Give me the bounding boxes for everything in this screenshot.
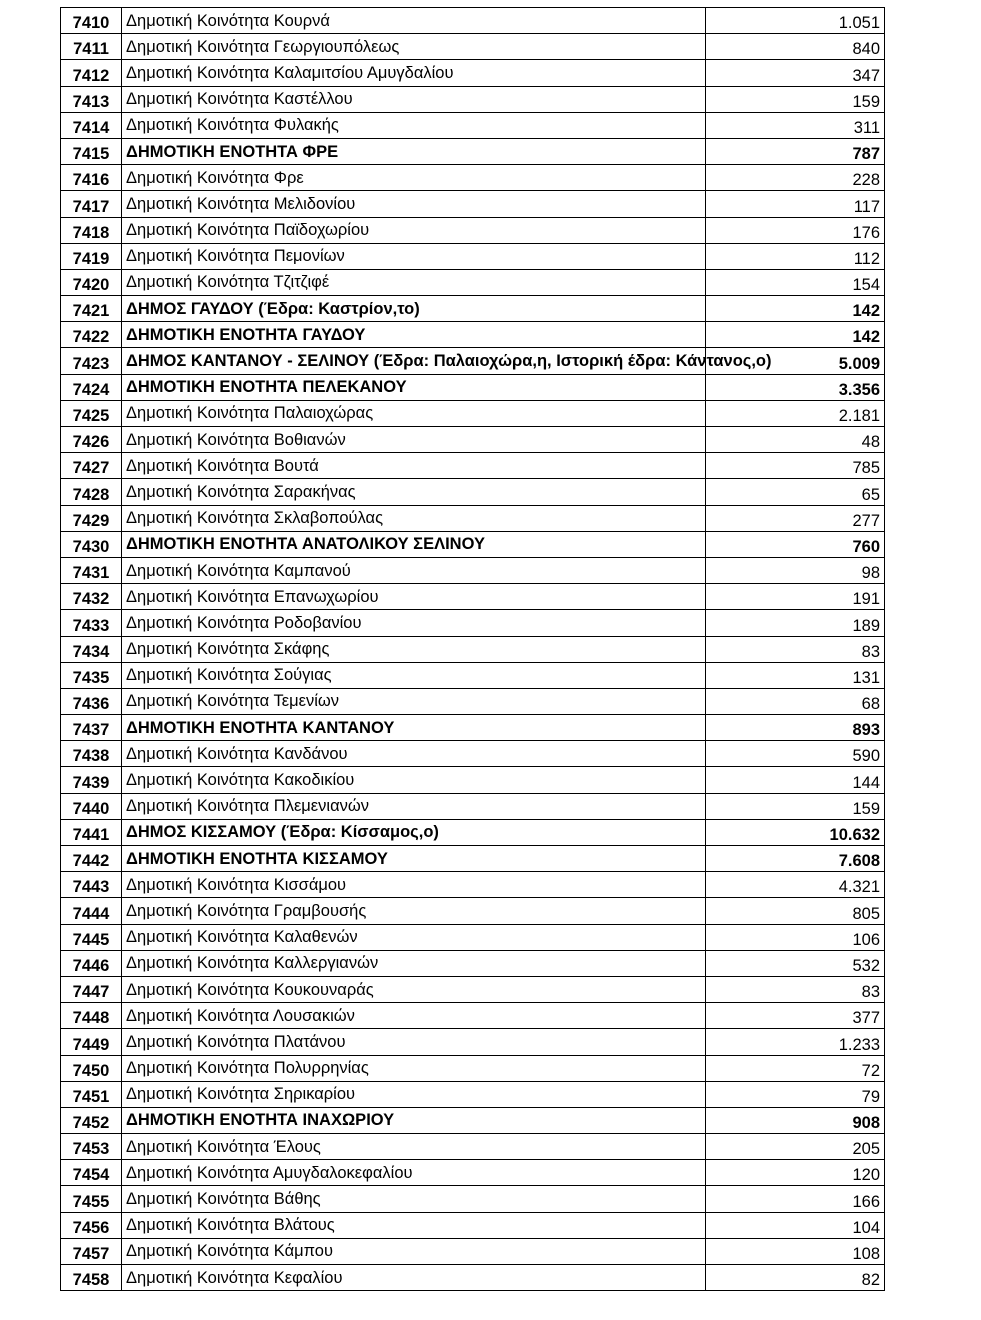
population-cell: 3.356 bbox=[706, 374, 885, 400]
population-cell: 142 bbox=[706, 296, 885, 322]
population-cell: 131 bbox=[706, 662, 885, 688]
population-cell: 154 bbox=[706, 269, 885, 295]
code-cell: 7430 bbox=[61, 531, 122, 557]
population-cell: 83 bbox=[706, 976, 885, 1002]
code-cell: 7448 bbox=[61, 1003, 122, 1029]
name-cell: ΔΗΜΟΣ ΚΙΣΣΑΜΟΥ (Έδρα: Κίσσαμος,ο) bbox=[122, 819, 706, 845]
code-cell: 7418 bbox=[61, 217, 122, 243]
population-cell: 2.181 bbox=[706, 400, 885, 426]
name-cell: ΔΗΜΟΤΙΚΗ ΕΝΟΤΗΤΑ ΓΑΥΔΟΥ bbox=[122, 322, 706, 348]
table-row bbox=[61, 1212, 885, 1238]
name-cell: Δημοτική Κοινότητα Βλάτους bbox=[122, 1212, 706, 1238]
code-cell: 7453 bbox=[61, 1134, 122, 1160]
name-cell: Δημοτική Κοινότητα Ροδοβανίου bbox=[122, 610, 706, 636]
name-cell: ΔΗΜΟΣ ΚΑΝΤΑΝΟΥ - ΣΕΛΙΝΟΥ (Έδρα: Παλαιοχώρα,η, Ιστορική έδρα: Κάντανος,ο) bbox=[122, 348, 706, 374]
name-cell: Δημοτική Κοινότητα Κακοδικίου bbox=[122, 767, 706, 793]
table-row bbox=[61, 60, 885, 86]
name-cell: Δημοτική Κοινότητα Γραμβουσής bbox=[122, 898, 706, 924]
population-cell: 760 bbox=[706, 531, 885, 557]
name-cell: Δημοτική Κοινότητα Κάμπου bbox=[122, 1238, 706, 1264]
code-cell: 7443 bbox=[61, 872, 122, 898]
census-table-body bbox=[61, 8, 885, 1291]
name-cell: ΔΗΜΟΤΙΚΗ ΕΝΟΤΗΤΑ ΠΕΛΕΚΑΝΟΥ bbox=[122, 374, 706, 400]
code-cell: 7431 bbox=[61, 557, 122, 583]
population-cell: 144 bbox=[706, 767, 885, 793]
table-row bbox=[61, 453, 885, 479]
census-table bbox=[60, 7, 885, 1291]
table-row bbox=[61, 610, 885, 636]
population-cell: 189 bbox=[706, 610, 885, 636]
code-cell: 7412 bbox=[61, 60, 122, 86]
code-cell: 7458 bbox=[61, 1265, 122, 1291]
table-row bbox=[61, 1134, 885, 1160]
code-cell: 7428 bbox=[61, 479, 122, 505]
population-cell: 48 bbox=[706, 427, 885, 453]
code-cell: 7424 bbox=[61, 374, 122, 400]
name-cell: Δημοτική Κοινότητα Πολυρρηνίας bbox=[122, 1055, 706, 1081]
table-row bbox=[61, 427, 885, 453]
population-cell: 805 bbox=[706, 898, 885, 924]
code-cell: 7432 bbox=[61, 584, 122, 610]
population-cell: 787 bbox=[706, 138, 885, 164]
name-cell: ΔΗΜΟΤΙΚΗ ΕΝΟΤΗΤΑ ΦΡΕ bbox=[122, 138, 706, 164]
name-cell: Δημοτική Κοινότητα Κισσάμου bbox=[122, 872, 706, 898]
table-row bbox=[61, 872, 885, 898]
code-cell: 7444 bbox=[61, 898, 122, 924]
code-cell: 7416 bbox=[61, 165, 122, 191]
code-cell: 7427 bbox=[61, 453, 122, 479]
population-cell: 176 bbox=[706, 217, 885, 243]
table-row bbox=[61, 165, 885, 191]
name-cell: Δημοτική Κοινότητα Αμυγδαλοκεφαλίου bbox=[122, 1160, 706, 1186]
name-cell: Δημοτική Κοινότητα Καλαθενών bbox=[122, 924, 706, 950]
code-cell: 7450 bbox=[61, 1055, 122, 1081]
name-cell: Δημοτική Κοινότητα Καστέλλου bbox=[122, 86, 706, 112]
code-cell: 7454 bbox=[61, 1160, 122, 1186]
population-cell: 108 bbox=[706, 1238, 885, 1264]
table-row bbox=[61, 1107, 885, 1133]
name-cell: Δημοτική Κοινότητα Φυλακής bbox=[122, 112, 706, 138]
table-row bbox=[61, 269, 885, 295]
table-row bbox=[61, 348, 885, 374]
population-cell: 893 bbox=[706, 715, 885, 741]
name-cell: ΔΗΜΟΤΙΚΗ ΕΝΟΤΗΤΑ ΚΙΣΣΑΜΟΥ bbox=[122, 846, 706, 872]
population-cell: 785 bbox=[706, 453, 885, 479]
table-row bbox=[61, 688, 885, 714]
name-cell: Δημοτική Κοινότητα Βοθιανών bbox=[122, 427, 706, 453]
code-cell: 7440 bbox=[61, 793, 122, 819]
code-cell: 7410 bbox=[61, 8, 122, 34]
code-cell: 7414 bbox=[61, 112, 122, 138]
population-cell: 377 bbox=[706, 1003, 885, 1029]
table-row bbox=[61, 846, 885, 872]
code-cell: 7419 bbox=[61, 243, 122, 269]
population-cell: 5.009 bbox=[706, 348, 885, 374]
population-cell: 840 bbox=[706, 34, 885, 60]
table-row bbox=[61, 505, 885, 531]
code-cell: 7415 bbox=[61, 138, 122, 164]
name-cell: Δημοτική Κοινότητα Κουκουναράς bbox=[122, 976, 706, 1002]
table-row bbox=[61, 636, 885, 662]
code-cell: 7438 bbox=[61, 741, 122, 767]
code-cell: 7445 bbox=[61, 924, 122, 950]
table-row bbox=[61, 793, 885, 819]
name-cell: Δημοτική Κοινότητα Τζιτζιφέ bbox=[122, 269, 706, 295]
name-cell: Δημοτική Κοινότητα Κουρνά bbox=[122, 8, 706, 34]
code-cell: 7434 bbox=[61, 636, 122, 662]
code-cell: 7422 bbox=[61, 322, 122, 348]
code-cell: 7451 bbox=[61, 1081, 122, 1107]
population-cell: 120 bbox=[706, 1160, 885, 1186]
population-cell: 83 bbox=[706, 636, 885, 662]
code-cell: 7441 bbox=[61, 819, 122, 845]
population-cell: 65 bbox=[706, 479, 885, 505]
code-cell: 7435 bbox=[61, 662, 122, 688]
table-row bbox=[61, 400, 885, 426]
population-cell: 159 bbox=[706, 793, 885, 819]
table-row bbox=[61, 322, 885, 348]
table-row bbox=[61, 34, 885, 60]
table-row bbox=[61, 715, 885, 741]
name-cell: Δημοτική Κοινότητα Έλους bbox=[122, 1134, 706, 1160]
table-row bbox=[61, 767, 885, 793]
code-cell: 7447 bbox=[61, 976, 122, 1002]
table-row bbox=[61, 86, 885, 112]
code-cell: 7457 bbox=[61, 1238, 122, 1264]
population-cell: 142 bbox=[706, 322, 885, 348]
code-cell: 7446 bbox=[61, 950, 122, 976]
name-cell: Δημοτική Κοινότητα Κεφαλίου bbox=[122, 1265, 706, 1291]
name-cell: Δημοτική Κοινότητα Πεμονίων bbox=[122, 243, 706, 269]
code-cell: 7455 bbox=[61, 1186, 122, 1212]
population-cell: 159 bbox=[706, 86, 885, 112]
code-cell: 7420 bbox=[61, 269, 122, 295]
table-row bbox=[61, 1160, 885, 1186]
population-cell: 98 bbox=[706, 557, 885, 583]
population-cell: 68 bbox=[706, 688, 885, 714]
name-cell: ΔΗΜΟΣ ΓΑΥΔΟΥ (Έδρα: Καστρίον,το) bbox=[122, 296, 706, 322]
name-cell: Δημοτική Κοινότητα Πλατάνου bbox=[122, 1029, 706, 1055]
code-cell: 7442 bbox=[61, 846, 122, 872]
table-row bbox=[61, 1055, 885, 1081]
table-row bbox=[61, 296, 885, 322]
name-cell: Δημοτική Κοινότητα Γεωργιουπόλεως bbox=[122, 34, 706, 60]
code-cell: 7426 bbox=[61, 427, 122, 453]
name-cell: Δημοτική Κοινότητα Επανωχωρίου bbox=[122, 584, 706, 610]
population-cell: 166 bbox=[706, 1186, 885, 1212]
population-cell: 590 bbox=[706, 741, 885, 767]
name-cell: Δημοτική Κοινότητα Φρε bbox=[122, 165, 706, 191]
table-row bbox=[61, 1265, 885, 1291]
code-cell: 7423 bbox=[61, 348, 122, 374]
name-cell: Δημοτική Κοινότητα Σηρικαρίου bbox=[122, 1081, 706, 1107]
table-row bbox=[61, 138, 885, 164]
table-row bbox=[61, 374, 885, 400]
name-cell: Δημοτική Κοινότητα Λουσακιών bbox=[122, 1003, 706, 1029]
code-cell: 7413 bbox=[61, 86, 122, 112]
table-row bbox=[61, 898, 885, 924]
code-cell: 7436 bbox=[61, 688, 122, 714]
name-cell: Δημοτική Κοινότητα Κανδάνου bbox=[122, 741, 706, 767]
population-cell: 104 bbox=[706, 1212, 885, 1238]
table-row bbox=[61, 557, 885, 583]
code-cell: 7417 bbox=[61, 191, 122, 217]
code-cell: 7411 bbox=[61, 34, 122, 60]
population-cell: 1.233 bbox=[706, 1029, 885, 1055]
population-cell: 82 bbox=[706, 1265, 885, 1291]
code-cell: 7421 bbox=[61, 296, 122, 322]
population-cell: 228 bbox=[706, 165, 885, 191]
table-row bbox=[61, 662, 885, 688]
table-row bbox=[61, 741, 885, 767]
code-cell: 7433 bbox=[61, 610, 122, 636]
name-cell: Δημοτική Κοινότητα Βάθης bbox=[122, 1186, 706, 1212]
name-cell: ΔΗΜΟΤΙΚΗ ΕΝΟΤΗΤΑ ΚΑΝΤΑΝΟΥ bbox=[122, 715, 706, 741]
name-cell: Δημοτική Κοινότητα Σκλαβοπούλας bbox=[122, 505, 706, 531]
table-row bbox=[61, 924, 885, 950]
population-cell: 10.632 bbox=[706, 819, 885, 845]
table-row bbox=[61, 112, 885, 138]
population-cell: 191 bbox=[706, 584, 885, 610]
population-cell: 311 bbox=[706, 112, 885, 138]
code-cell: 7452 bbox=[61, 1107, 122, 1133]
population-cell: 117 bbox=[706, 191, 885, 217]
code-cell: 7437 bbox=[61, 715, 122, 741]
population-cell: 7.608 bbox=[706, 846, 885, 872]
table-row bbox=[61, 1238, 885, 1264]
name-cell: Δημοτική Κοινότητα Πλεμενιανών bbox=[122, 793, 706, 819]
table-row bbox=[61, 531, 885, 557]
table-row bbox=[61, 191, 885, 217]
table-row bbox=[61, 976, 885, 1002]
table-row bbox=[61, 8, 885, 34]
code-cell: 7439 bbox=[61, 767, 122, 793]
name-cell: Δημοτική Κοινότητα Τεμενίων bbox=[122, 688, 706, 714]
name-cell: Δημοτική Κοινότητα Βουτά bbox=[122, 453, 706, 479]
population-cell: 532 bbox=[706, 950, 885, 976]
code-cell: 7425 bbox=[61, 400, 122, 426]
table-row bbox=[61, 1186, 885, 1212]
population-cell: 4.321 bbox=[706, 872, 885, 898]
population-cell: 1.051 bbox=[706, 8, 885, 34]
population-cell: 79 bbox=[706, 1081, 885, 1107]
table-row bbox=[61, 819, 885, 845]
table-row bbox=[61, 1003, 885, 1029]
population-cell: 112 bbox=[706, 243, 885, 269]
code-cell: 7449 bbox=[61, 1029, 122, 1055]
code-cell: 7456 bbox=[61, 1212, 122, 1238]
table-row bbox=[61, 950, 885, 976]
table-row bbox=[61, 479, 885, 505]
population-cell: 347 bbox=[706, 60, 885, 86]
name-cell: Δημοτική Κοινότητα Σαρακήνας bbox=[122, 479, 706, 505]
population-cell: 72 bbox=[706, 1055, 885, 1081]
name-cell: Δημοτική Κοινότητα Μελιδονίου bbox=[122, 191, 706, 217]
table-row bbox=[61, 584, 885, 610]
name-cell: Δημοτική Κοινότητα Παϊδοχωρίου bbox=[122, 217, 706, 243]
population-cell: 908 bbox=[706, 1107, 885, 1133]
name-cell: Δημοτική Κοινότητα Παλαιοχώρας bbox=[122, 400, 706, 426]
name-cell: Δημοτική Κοινότητα Σούγιας bbox=[122, 662, 706, 688]
table-row bbox=[61, 243, 885, 269]
table-row bbox=[61, 1081, 885, 1107]
code-cell: 7429 bbox=[61, 505, 122, 531]
table-row bbox=[61, 1029, 885, 1055]
name-cell: Δημοτική Κοινότητα Καλλεργιανών bbox=[122, 950, 706, 976]
name-cell: Δημοτική Κοινότητα Καλαμιτσίου Αμυγδαλίου bbox=[122, 60, 706, 86]
population-cell: 277 bbox=[706, 505, 885, 531]
table-row bbox=[61, 217, 885, 243]
population-cell: 106 bbox=[706, 924, 885, 950]
name-cell: Δημοτική Κοινότητα Σκάφης bbox=[122, 636, 706, 662]
name-cell: Δημοτική Κοινότητα Καμπανού bbox=[122, 557, 706, 583]
population-cell: 205 bbox=[706, 1134, 885, 1160]
name-cell: ΔΗΜΟΤΙΚΗ ΕΝΟΤΗΤΑ ΑΝΑΤΟΛΙΚΟΥ ΣΕΛΙΝΟΥ bbox=[122, 531, 706, 557]
name-cell: ΔΗΜΟΤΙΚΗ ΕΝΟΤΗΤΑ ΙΝΑΧΩΡΙΟΥ bbox=[122, 1107, 706, 1133]
